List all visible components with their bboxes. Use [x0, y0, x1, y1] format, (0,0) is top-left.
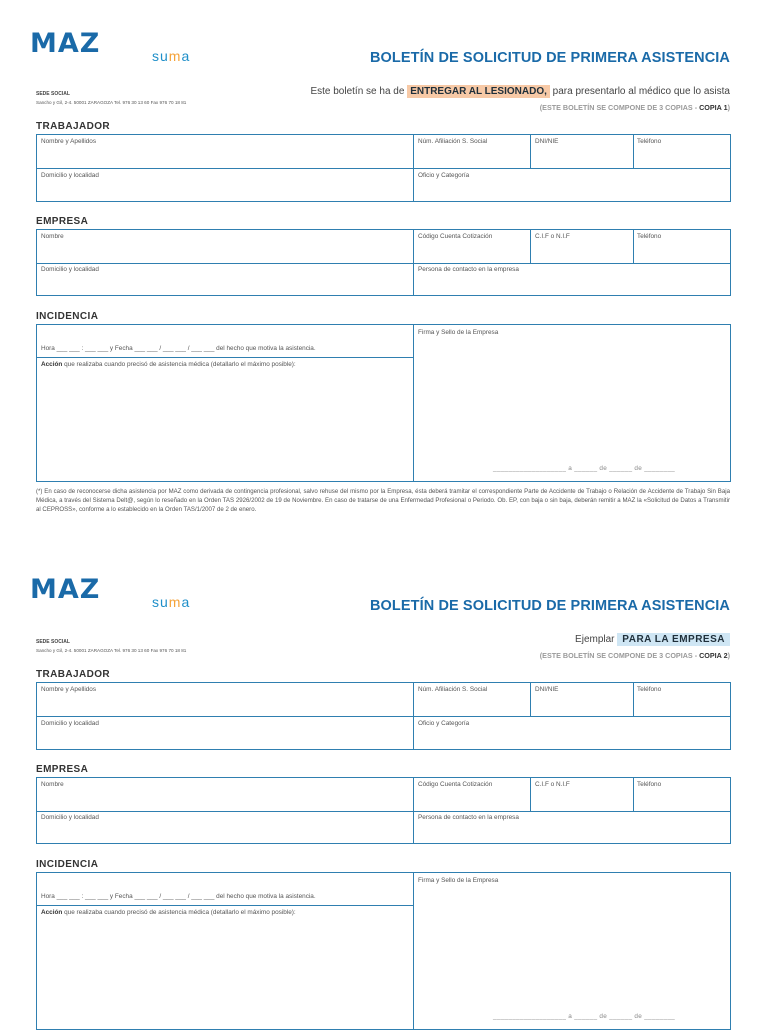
empresa-telefono-field[interactable]: Teléfono — [637, 233, 662, 240]
empresa-telefono-field[interactable]: Teléfono — [637, 781, 662, 788]
copies-note: (ESTE BOLETÍN SE COMPONE DE 3 COPIAS - COPIA 2) — [539, 651, 730, 660]
empresa-heading: EMPRESA — [36, 216, 89, 227]
empresa-domicilio-field[interactable]: Domicilio y localidad — [41, 814, 99, 821]
empresa-nombre-field[interactable]: Nombre — [41, 781, 64, 788]
form-copy-2 — [0, 548, 768, 1024]
firma-sello-field[interactable]: Firma y Sello de la Empresa — [418, 329, 499, 336]
sede-address: Sancho y Gil, 2-4. 50001 ZARAGOZA Tel. 976 30 13 60 Fax 976 70 18 81 — [36, 648, 187, 653]
empresa-cif-field[interactable]: C.I.F o N.I.F — [535, 781, 570, 788]
ejemplar-notice: Ejemplar PARA LA EMPRESA — [575, 634, 730, 645]
trabajador-dni-field[interactable]: DNI/NIE — [535, 138, 559, 145]
empresa-box — [36, 229, 731, 296]
trabajador-afiliacion-field[interactable]: Núm. Afiliación S. Social — [418, 686, 488, 693]
trabajador-telefono-field[interactable]: Teléfono — [637, 686, 662, 693]
trabajador-heading: TRABAJADOR — [36, 121, 110, 132]
form-title: BOLETÍN DE SOLICITUD DE PRIMERA ASISTENCIA — [369, 598, 730, 614]
empresa-heading: EMPRESA — [36, 764, 89, 775]
trabajador-heading: TRABAJADOR — [36, 669, 110, 680]
trabajador-domicilio-field[interactable]: Domicilio y localidad — [41, 720, 99, 727]
trabajador-telefono-field[interactable]: Teléfono — [637, 138, 662, 145]
accion-field[interactable]: Acción que realizaba cuando precisó de asistencia médica (detallarlo el máximo posible): — [41, 361, 296, 368]
delivery-notice: Este boletín se ha de ENTREGAR AL LESIONADO, para presentarlo al médico que lo asista — [310, 86, 730, 97]
suma-logo: suma — [152, 594, 191, 610]
hora-fecha-field[interactable]: Hora ___ ___ : ___ ___ y Fecha ___ ___ / ___ ___ / ___ ___ del hecho que motiva la asistencia. — [41, 893, 316, 900]
trabajador-box — [36, 682, 731, 750]
suma-logo: suma — [152, 48, 191, 64]
firma-sello-field[interactable]: Firma y Sello de la Empresa — [418, 877, 499, 884]
empresa-domicilio-field[interactable]: Domicilio y localidad — [41, 266, 99, 273]
empresa-nombre-field[interactable]: Nombre — [41, 233, 64, 240]
incidencia-heading: INCIDENCIA — [36, 311, 99, 322]
incidencia-box — [36, 872, 731, 1030]
trabajador-oficio-field[interactable]: Oficio y Categoría — [418, 720, 470, 727]
delivery-highlight: ENTREGAR AL LESIONADO, — [407, 85, 550, 98]
trabajador-afiliacion-field[interactable]: Núm. Afiliación S. Social — [418, 138, 488, 145]
sede-label: SEDE SOCIAL — [36, 91, 70, 97]
trabajador-box — [36, 134, 731, 202]
accion-field[interactable]: Acción que realizaba cuando precisó de asistencia médica (detallarlo el máximo posible): — [41, 909, 296, 916]
trabajador-nombre-field[interactable]: Nombre y Apellidos — [41, 138, 97, 145]
empresa-contacto-field[interactable]: Persona de contacto en la empresa — [418, 814, 519, 821]
maz-logo: MAZ — [30, 28, 101, 59]
sede-address: Sancho y Gil, 2-4. 50001 ZARAGOZA Tel. 976 30 13 60 Fax 976 70 18 81 — [36, 100, 187, 105]
form-title: BOLETÍN DE SOLICITUD DE PRIMERA ASISTENCIA — [369, 50, 730, 66]
empresa-codigo-field[interactable]: Código Cuenta Cotización — [418, 233, 493, 240]
incidencia-box — [36, 324, 731, 482]
trabajador-nombre-field[interactable]: Nombre y Apellidos — [41, 686, 97, 693]
empresa-contacto-field[interactable]: Persona de contacto en la empresa — [418, 266, 519, 273]
hora-fecha-field[interactable]: Hora ___ ___ : ___ ___ y Fecha ___ ___ / ___ ___ / ___ ___ del hecho que motiva la asistencia. — [41, 345, 316, 352]
empresa-box — [36, 777, 731, 844]
ejemplar-highlight: PARA LA EMPRESA — [617, 633, 730, 646]
sede-label: SEDE SOCIAL — [36, 639, 70, 645]
signature-dateline[interactable]: ___________________ a ______ de ______ de ________ — [493, 465, 676, 472]
footnote: (*) En caso de reconocerse dicha asistencia por MAZ como derivada de contingencia profesional, salvo rehuse del mismo por la Empresa, ésta deberá tramitar el correspondiente Parte de Accidente de Trabajo o Relación de Accidente de Trabajo Sin Baja Médica, a través del Sistema Delt@, según lo reseñado en la Orden TAS 2926/2002 de 19 de Noviembre. En caso de tratarse de una Enfermedad Profesional o Periodo. Ob. EP, con baja o sin baja, deberán remitir a MAZ la «Solicitud de Datos a Transmitir al CEPROSS», conforme a lo establecido en la Orden TAS/1/2007 de 2 de enero. — [36, 488, 730, 513]
empresa-cif-field[interactable]: C.I.F o N.I.F — [535, 233, 570, 240]
trabajador-dni-field[interactable]: DNI/NIE — [535, 686, 559, 693]
trabajador-domicilio-field[interactable]: Domicilio y localidad — [41, 172, 99, 179]
signature-dateline[interactable]: ___________________ a ______ de ______ de ________ — [493, 1013, 676, 1020]
incidencia-heading: INCIDENCIA — [36, 859, 99, 870]
copies-note: (ESTE BOLETÍN SE COMPONE DE 3 COPIAS - COPIA 1) — [539, 103, 730, 112]
maz-logo: MAZ — [30, 574, 101, 605]
trabajador-oficio-field[interactable]: Oficio y Categoría — [418, 172, 470, 179]
empresa-codigo-field[interactable]: Código Cuenta Cotización — [418, 781, 493, 788]
